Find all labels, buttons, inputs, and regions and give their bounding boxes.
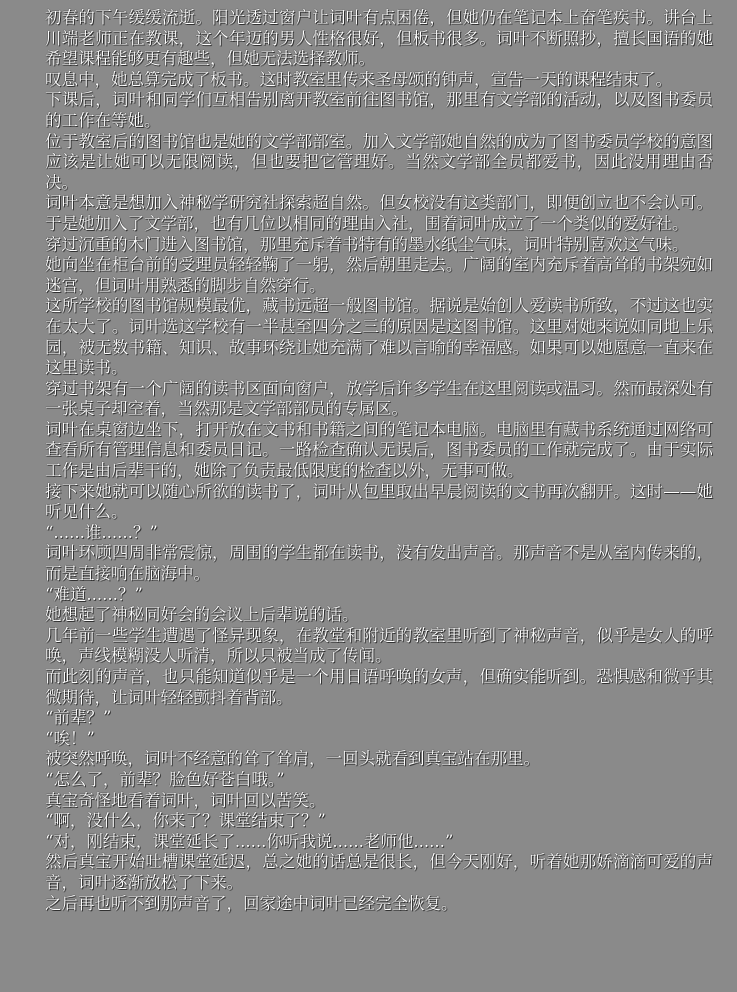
paragraph: 下课后，词叶和同学们互相告别离开教室前往图书馆，那里有文学部的活动，以及图书委员的工作在等她。 (45, 90, 713, 130)
paragraph: 之后再也听不到那声音了，回家途中词叶已经完全恢复。 (45, 893, 458, 913)
paragraph: 被突然呼唤，词叶不经意的耸了耸肩，一回头就看到真宝站在那里。 (45, 749, 540, 769)
paragraph: 穿过书架有一个广阔的读书区面向窗户，放学后许多学生在这里阅读或温习。然而最深处有一张桌子却空着，当然那是文学部部员的专属区。 (45, 378, 713, 419)
dialogue-line: “......谁......？” (45, 522, 158, 542)
paragraph: 位于教室后的图书馆也是她的文学部部室。加入文学部她自然的成为了图书委员学校的意图应该是让她可以无限阅读，但也要把它管理好。当然文学部全员都爱书，因此没用理由否决。 (45, 131, 713, 192)
paragraph: 穿过沉重的木门进入图书馆，那里充斥着书特有的墨水纸尘气味，词叶特别喜欢这气味。 (45, 234, 689, 254)
dialogue-line: “啊，没什么，你来了？课堂结束了？” (45, 811, 326, 831)
paragraph: 然后真宝开始吐槽课堂延迟，总之她的话总是很长，但今天刚好，听着她那娇滴滴可爱的声音，词叶逐渐放松了下来。 (45, 852, 713, 892)
dialogue-line: “难道......？” (45, 584, 143, 604)
dialogue-line: “唉！” (45, 728, 95, 748)
paragraph: 词叶环顾四周非常震惊，周围的学生都在读书，没有发出声音。那声音不是从室内传来的，而是直接响在脑海中。 (45, 543, 713, 584)
dialogue-line: “怎么了，前辈？脸色好苍白哦。” (45, 769, 285, 789)
dialogue-line: “前辈？” (45, 708, 112, 728)
paragraph: 她向坐在柜台前的受理员轻轻鞠了一躬，然后朝里走去。广阔的室内充斥着高耸的书架宛如迷宫，但词叶用熟悉的脚步自然穿行。 (45, 255, 713, 295)
paragraph: 叹息中，她总算完成了板书。这时教室里传来圣母颂的钟声，宣告一天的课程结束了。 (45, 69, 672, 89)
paragraph: 真宝奇怪地看着词叶，词叶回以苦笑。 (45, 790, 326, 810)
paragraph: 词叶本意是想加入神秘学研究社探索超自然。但女校没有这类部门，即便创立也不会认可。于是她加入了文学部，也有几位以相同的理由入社，围着词叶成立了一个类似的爱好社。 (45, 193, 713, 233)
dialogue-line: “对，刚结束，课堂延长了......你听我说......老师他......” (45, 831, 454, 851)
paragraph: 这所学校的图书馆规模最优，藏书远超一般图书馆。据说是始创人爱读书所致，不过这也实在太大了。词叶选这学校有一半甚至四分之三的原因是这图书馆。这里对她来说如同地上乐园，被无数书籍、知识、故事环绕让她充满了难以言喻的幸福感。如果可以她愿意一直来在这里读书。 (45, 296, 713, 378)
paragraph: 而此刻的声音，也只能知道似乎是一个用日语呼唤的女声，但确实能听到。恐惧感和微乎其微期待，让词叶轻轻颤抖着背部。 (45, 667, 713, 707)
paragraph: 几年前一些学生遭遇了怪异现象，在教堂和附近的教室里听到了神秘声音，似乎是女人的呼唤，声线模糊没人听清，所以只被当成了传闻。 (45, 625, 713, 666)
paragraph: 接下来她就可以随心所欲的读书了，词叶从包里取出早晨阅读的文书再次翻开。这时——她听见什么。 (45, 481, 713, 522)
paragraph: 初春的下午缓缓流逝。阳光透过窗户让词叶有点困倦，但她仍在笔记本上奋笔疾书。讲台上川端老师正在教课，这个年迈的男人性格很好，但板书很多。词叶不断照抄，擅长国语的她希望课程能够更有趣些，但她无法选择教师。 (45, 8, 713, 69)
paragraph: 词叶在桌窗边坐下，打开放在文书和书籍之间的笔记本电脑。电脑里有藏书系统通过网络可查看所有管理信息和委员日记。一路检查确认无误后，图书委员的工作就完成了。由于实际工作是由后辈干的，她除了负责最低限度的检查以外，无事可做。 (45, 419, 713, 481)
paragraph: 她想起了神秘同好会的会议上后辈说的话。 (45, 605, 359, 625)
